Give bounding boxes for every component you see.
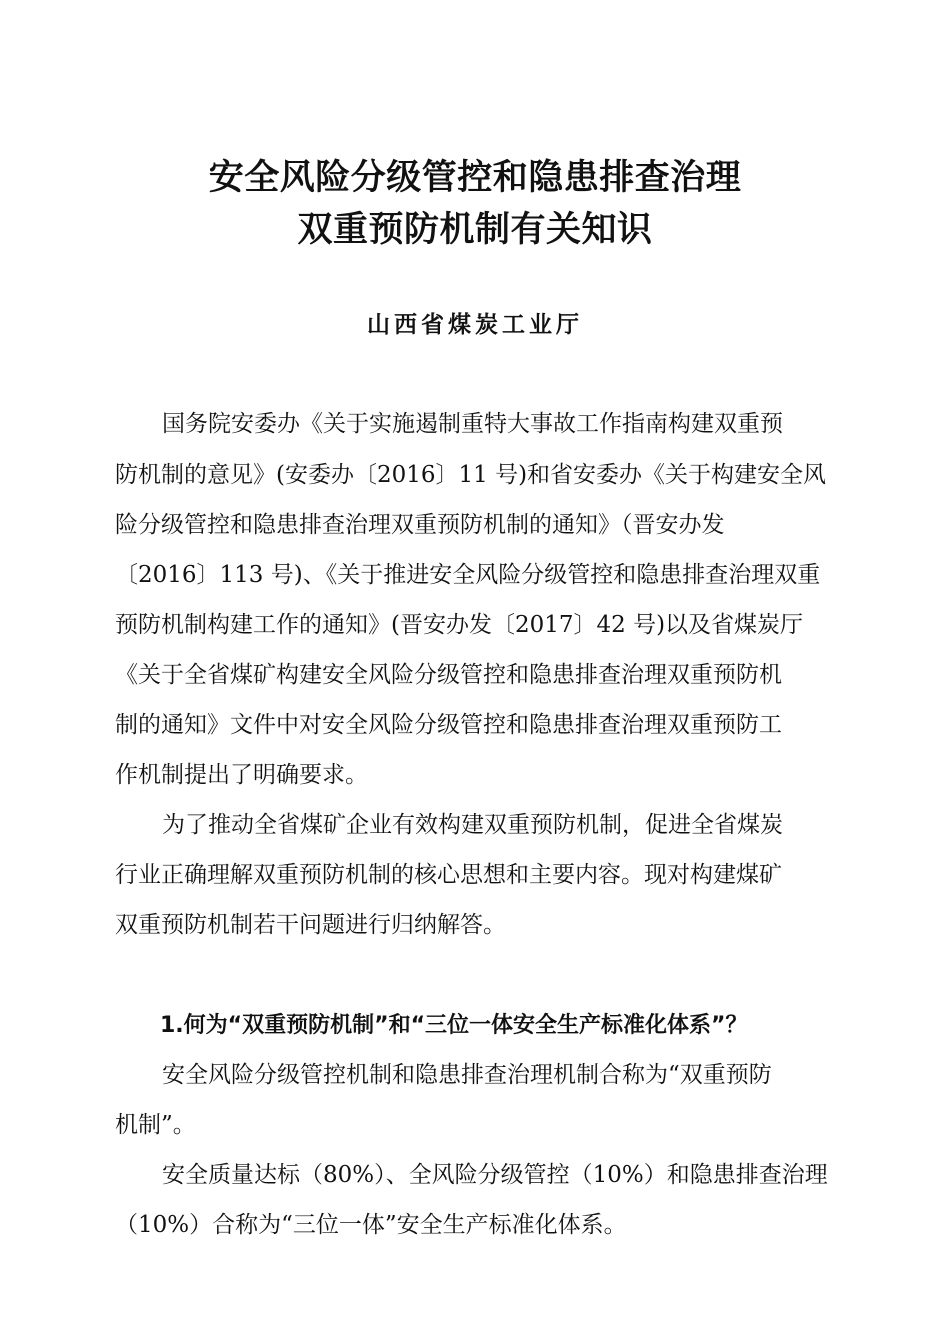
paragraph-line: 机制”。	[115, 1112, 196, 1138]
section-heading: 1.何为“双重预防机制”和“三位一体安全生产标准化体系”？	[160, 1013, 748, 1038]
paragraph-line: 安全风险分级管控机制和隐患排查治理机制合称为“双重预防	[162, 1062, 772, 1088]
paragraph-line: 〔2016〕113 号)、《关于推进安全风险分级管控和隐患排查治理双重	[115, 562, 821, 588]
paragraph-line: 制的通知》文件中对安全风险分级管控和隐患排查治理双重预防工	[115, 712, 782, 738]
paragraph-line: 国务院安委办《关于实施遏制重特大事故工作指南构建双重预	[162, 411, 783, 437]
paragraph-line: 作机制提出了明确要求。	[115, 762, 368, 788]
organization-name: 山西省煤炭工业厅	[367, 312, 583, 338]
paragraph-line: 双重预防机制若干问题进行归纳解答。	[115, 912, 506, 938]
paragraph-line: 行业正确理解双重预防机制的核心思想和主要内容。现对构建煤矿	[115, 862, 782, 888]
paragraph-line: 险分级管控和隐患排查治理双重预防机制的通知》（晋安办发	[115, 512, 725, 538]
paragraph-line: 为了推动全省煤矿企业有效构建双重预防机制，促进全省煤炭	[162, 812, 783, 838]
document-title-line-2: 双重预防机制有关知识	[297, 210, 653, 250]
paragraph-line: 防机制的意见》(安委办〔2016〕11 号)和省安委办《关于构建安全风	[115, 462, 827, 488]
paragraph-line: 预防机制构建工作的通知》(晋安办发〔2017〕42 号)以及省煤炭厅	[115, 612, 804, 638]
paragraph-line: 安全质量达标（80%）、全风险分级管控（10%）和隐患排查治理	[162, 1162, 828, 1188]
document-title-line-1: 安全风险分级管控和隐患排查治理	[208, 158, 742, 198]
paragraph-line: （10%）合称为“三位一体”安全生产标准化体系。	[115, 1212, 627, 1238]
paragraph-line: 《关于全省煤矿构建安全风险分级管控和隐患排查治理双重预防机	[115, 662, 782, 688]
